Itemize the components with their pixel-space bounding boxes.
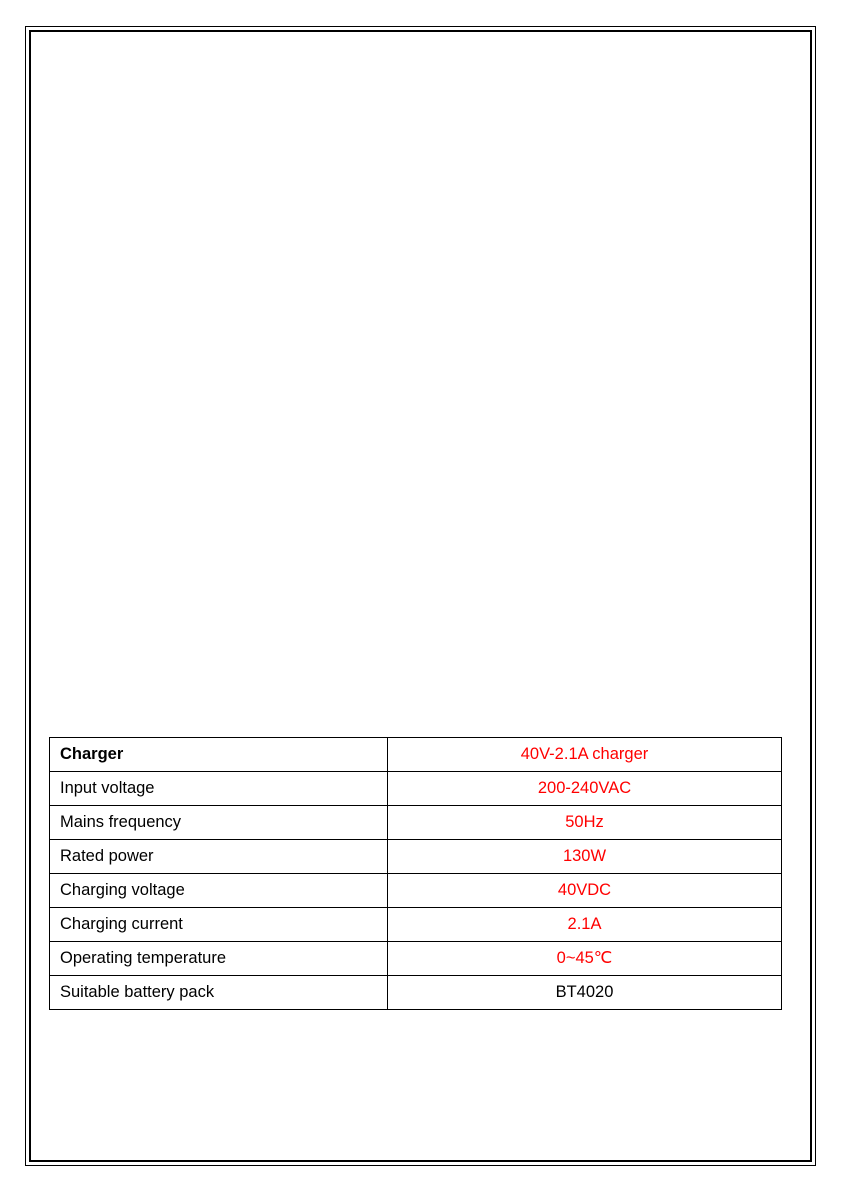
spec-value: 2.1A	[388, 908, 782, 942]
spec-label: Suitable battery pack	[50, 976, 388, 1010]
spec-label: Operating temperature	[50, 942, 388, 976]
spec-value: 200-240VAC	[388, 772, 782, 806]
spec-label: Charging current	[50, 908, 388, 942]
spec-label: Charging voltage	[50, 874, 388, 908]
spec-value: BT4020	[388, 976, 782, 1010]
spec-value: 40V-2.1A charger	[388, 738, 782, 772]
spec-value: 0~45℃	[388, 942, 782, 976]
spec-value: 50Hz	[388, 806, 782, 840]
spec-label: Charger	[50, 738, 388, 772]
spec-value: 130W	[388, 840, 782, 874]
charger-spec-table	[49, 737, 782, 1010]
spec-label: Rated power	[50, 840, 388, 874]
spec-label: Input voltage	[50, 772, 388, 806]
table-row	[50, 908, 782, 942]
table-row	[50, 976, 782, 1010]
spec-value: 40VDC	[388, 874, 782, 908]
table-row	[50, 738, 782, 772]
table-row	[50, 874, 782, 908]
table-row	[50, 942, 782, 976]
table-row	[50, 772, 782, 806]
table-row	[50, 806, 782, 840]
spec-label: Mains frequency	[50, 806, 388, 840]
table-row	[50, 840, 782, 874]
